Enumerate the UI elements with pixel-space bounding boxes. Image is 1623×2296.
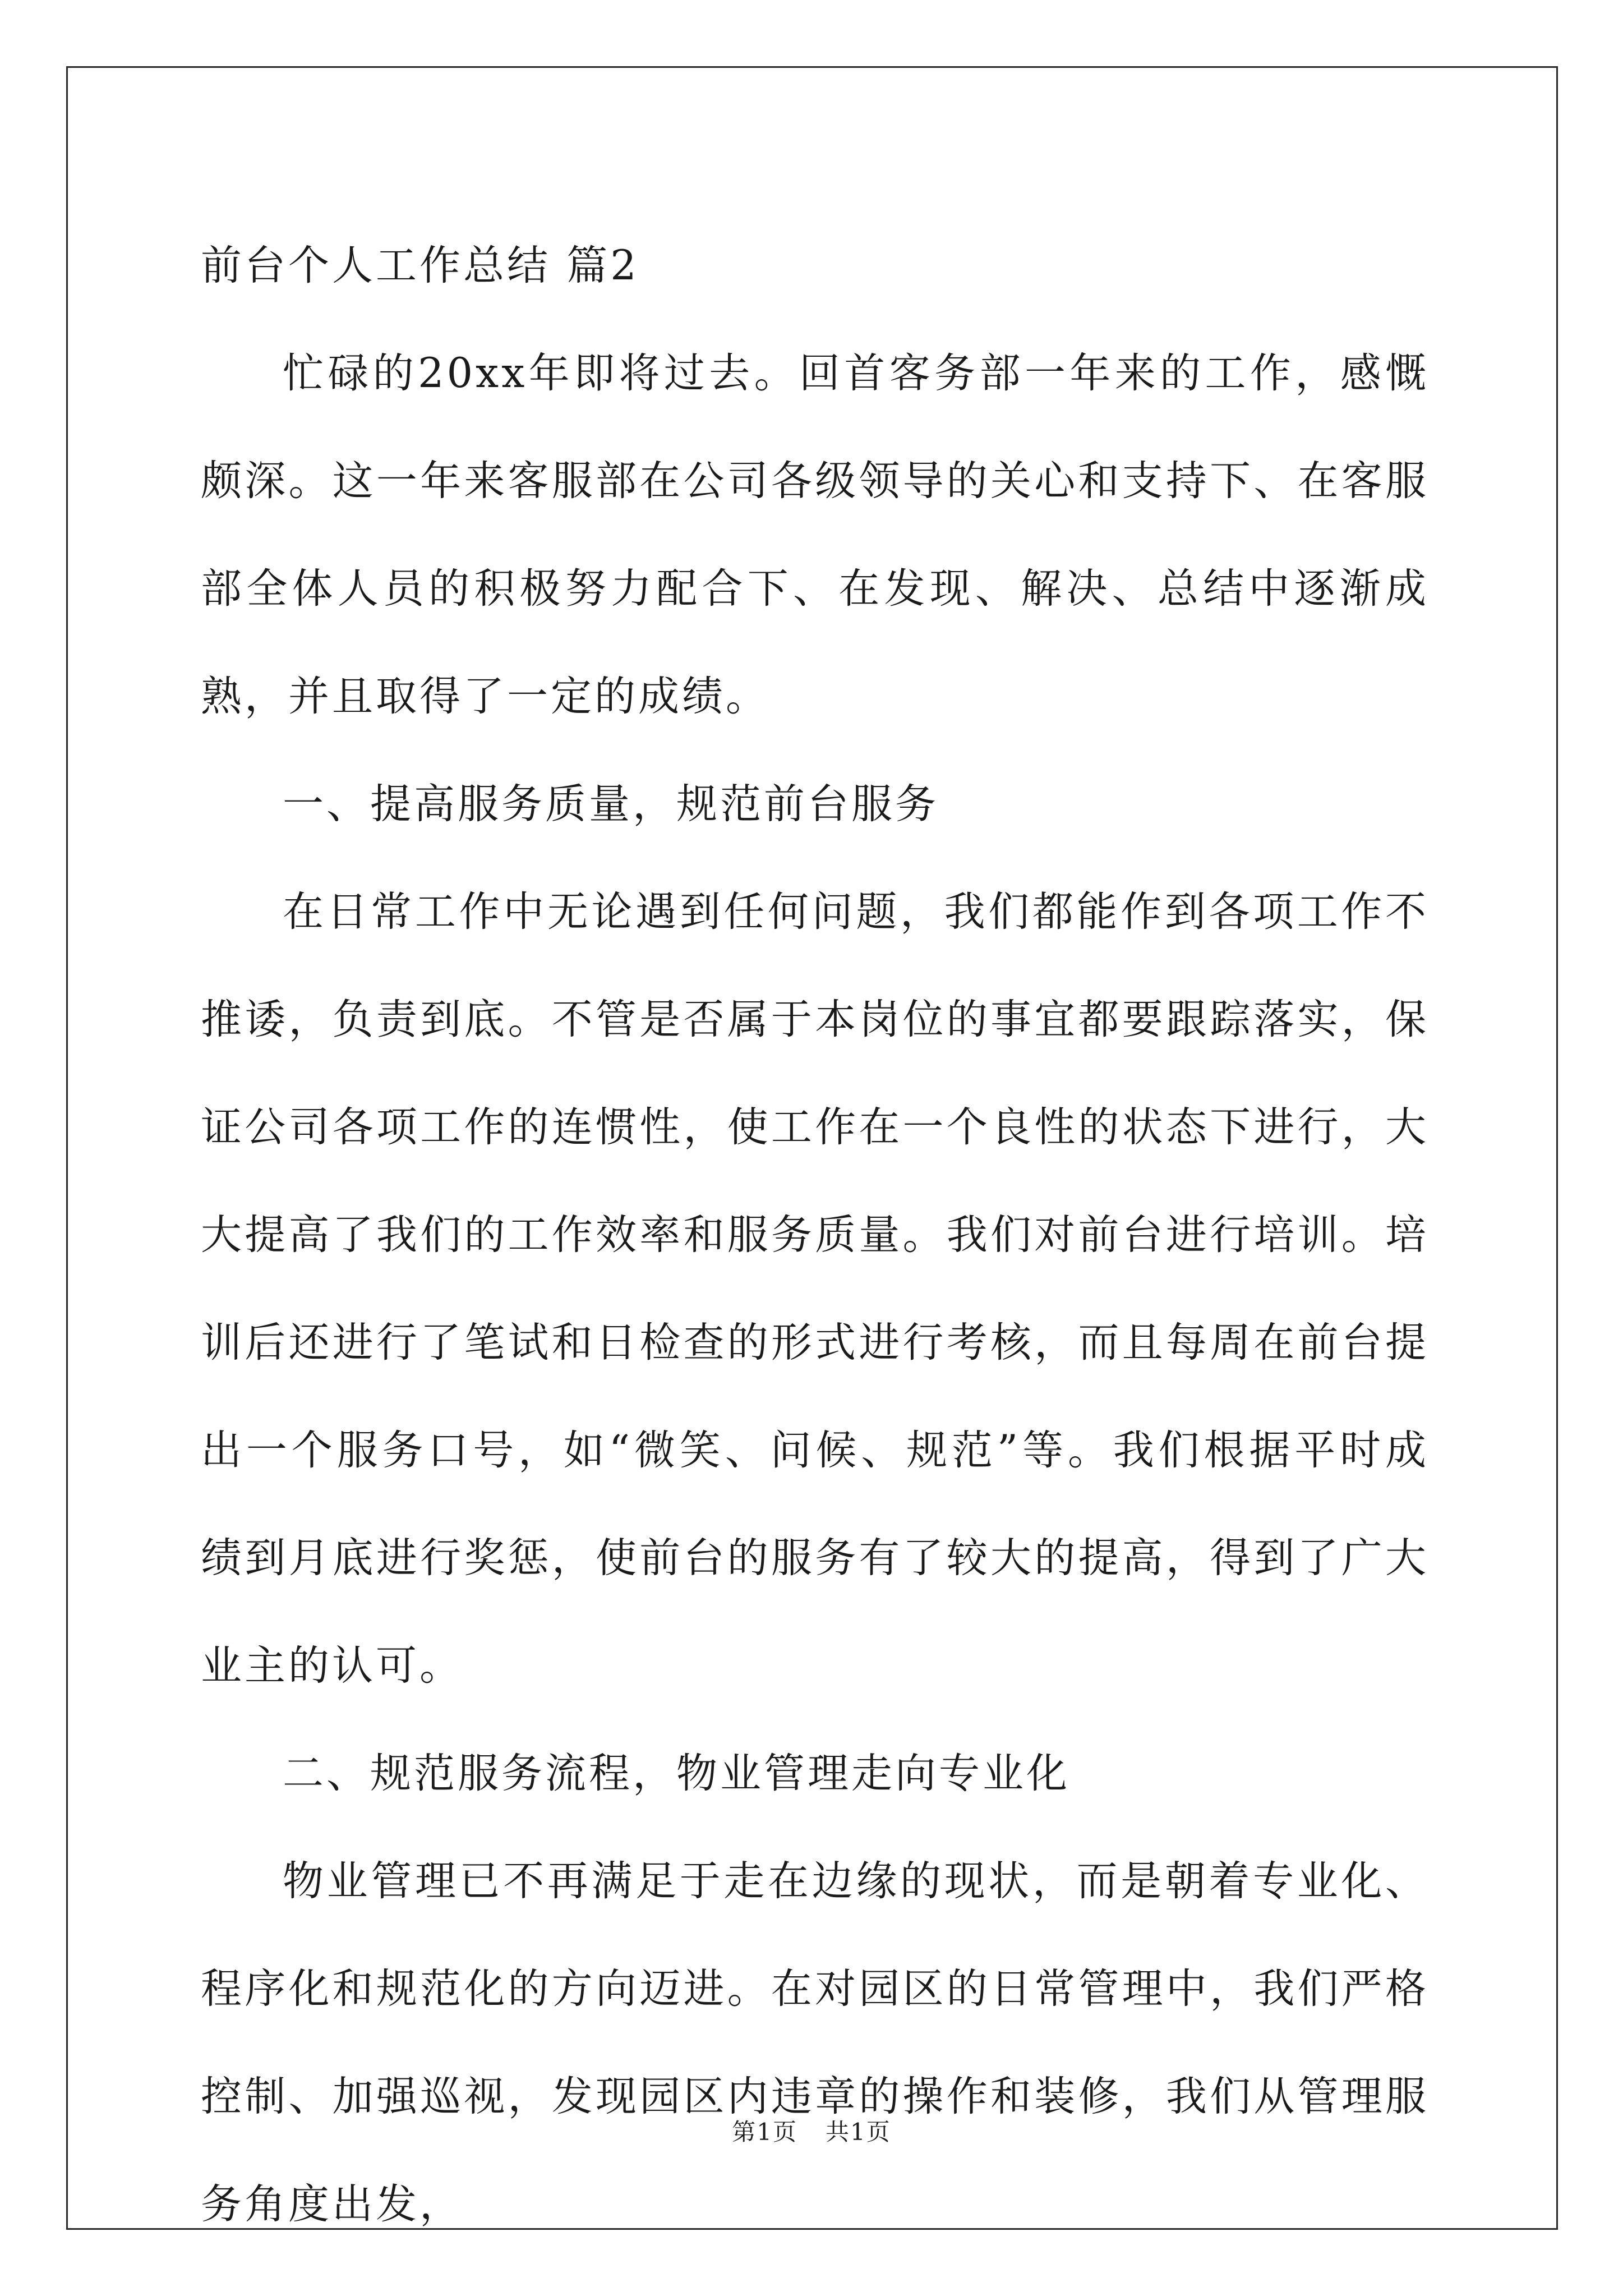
page-number: 第1页: [732, 2118, 797, 2146]
document-body: [201, 212, 1429, 2258]
section-heading-1: 一、提高服务质量，规范前台服务: [283, 780, 939, 828]
page-footer: [0, 2114, 1623, 2147]
document-title: 前台个人工作总结 篇2: [201, 242, 639, 289]
paragraph-intro: 忙碌的20xx年即将过去。回首客务部一年来的工作，感慨颇深。这一年来客服部在公司各级领导的关心和支持下、在客服部全体人员的积极努力配合下、在发现、解决、总结中逐渐成熟，并且取得了一定的成绩。: [201, 349, 1429, 720]
page-total: 共1页: [826, 2118, 891, 2146]
paragraph-section-1: 在日常工作中无论遇到任何问题，我们都能作到各项工作不推诿，负责到底。不管是否属于本岗位的事宜都要跟踪落实，保证公司各项工作的连惯性，使工作在一个良性的状态下进行，大大提高了我们的工作效率和服务质量。我们对前台进行培训。培训后还进行了笔试和日检查的形式进行考核，而且每周在前台提出一个服务口号，如“微笑、问候、规范”等。我们根据平时成绩到月底进行奖惩，使前台的服务有了较大的提高，得到了广大业主的认可。: [201, 888, 1429, 1690]
paragraph-section-2: 物业管理已不再满足于走在边缘的现状，而是朝着专业化、程序化和规范化的方向迈进。在对园区的日常管理中，我们严格控制、加强巡视，发现园区内违章的操作和装修，我们从管理服务角度出发，: [201, 1857, 1429, 2228]
section-heading-2: 二、规范服务流程，物业管理走向专业化: [283, 1750, 1070, 1797]
